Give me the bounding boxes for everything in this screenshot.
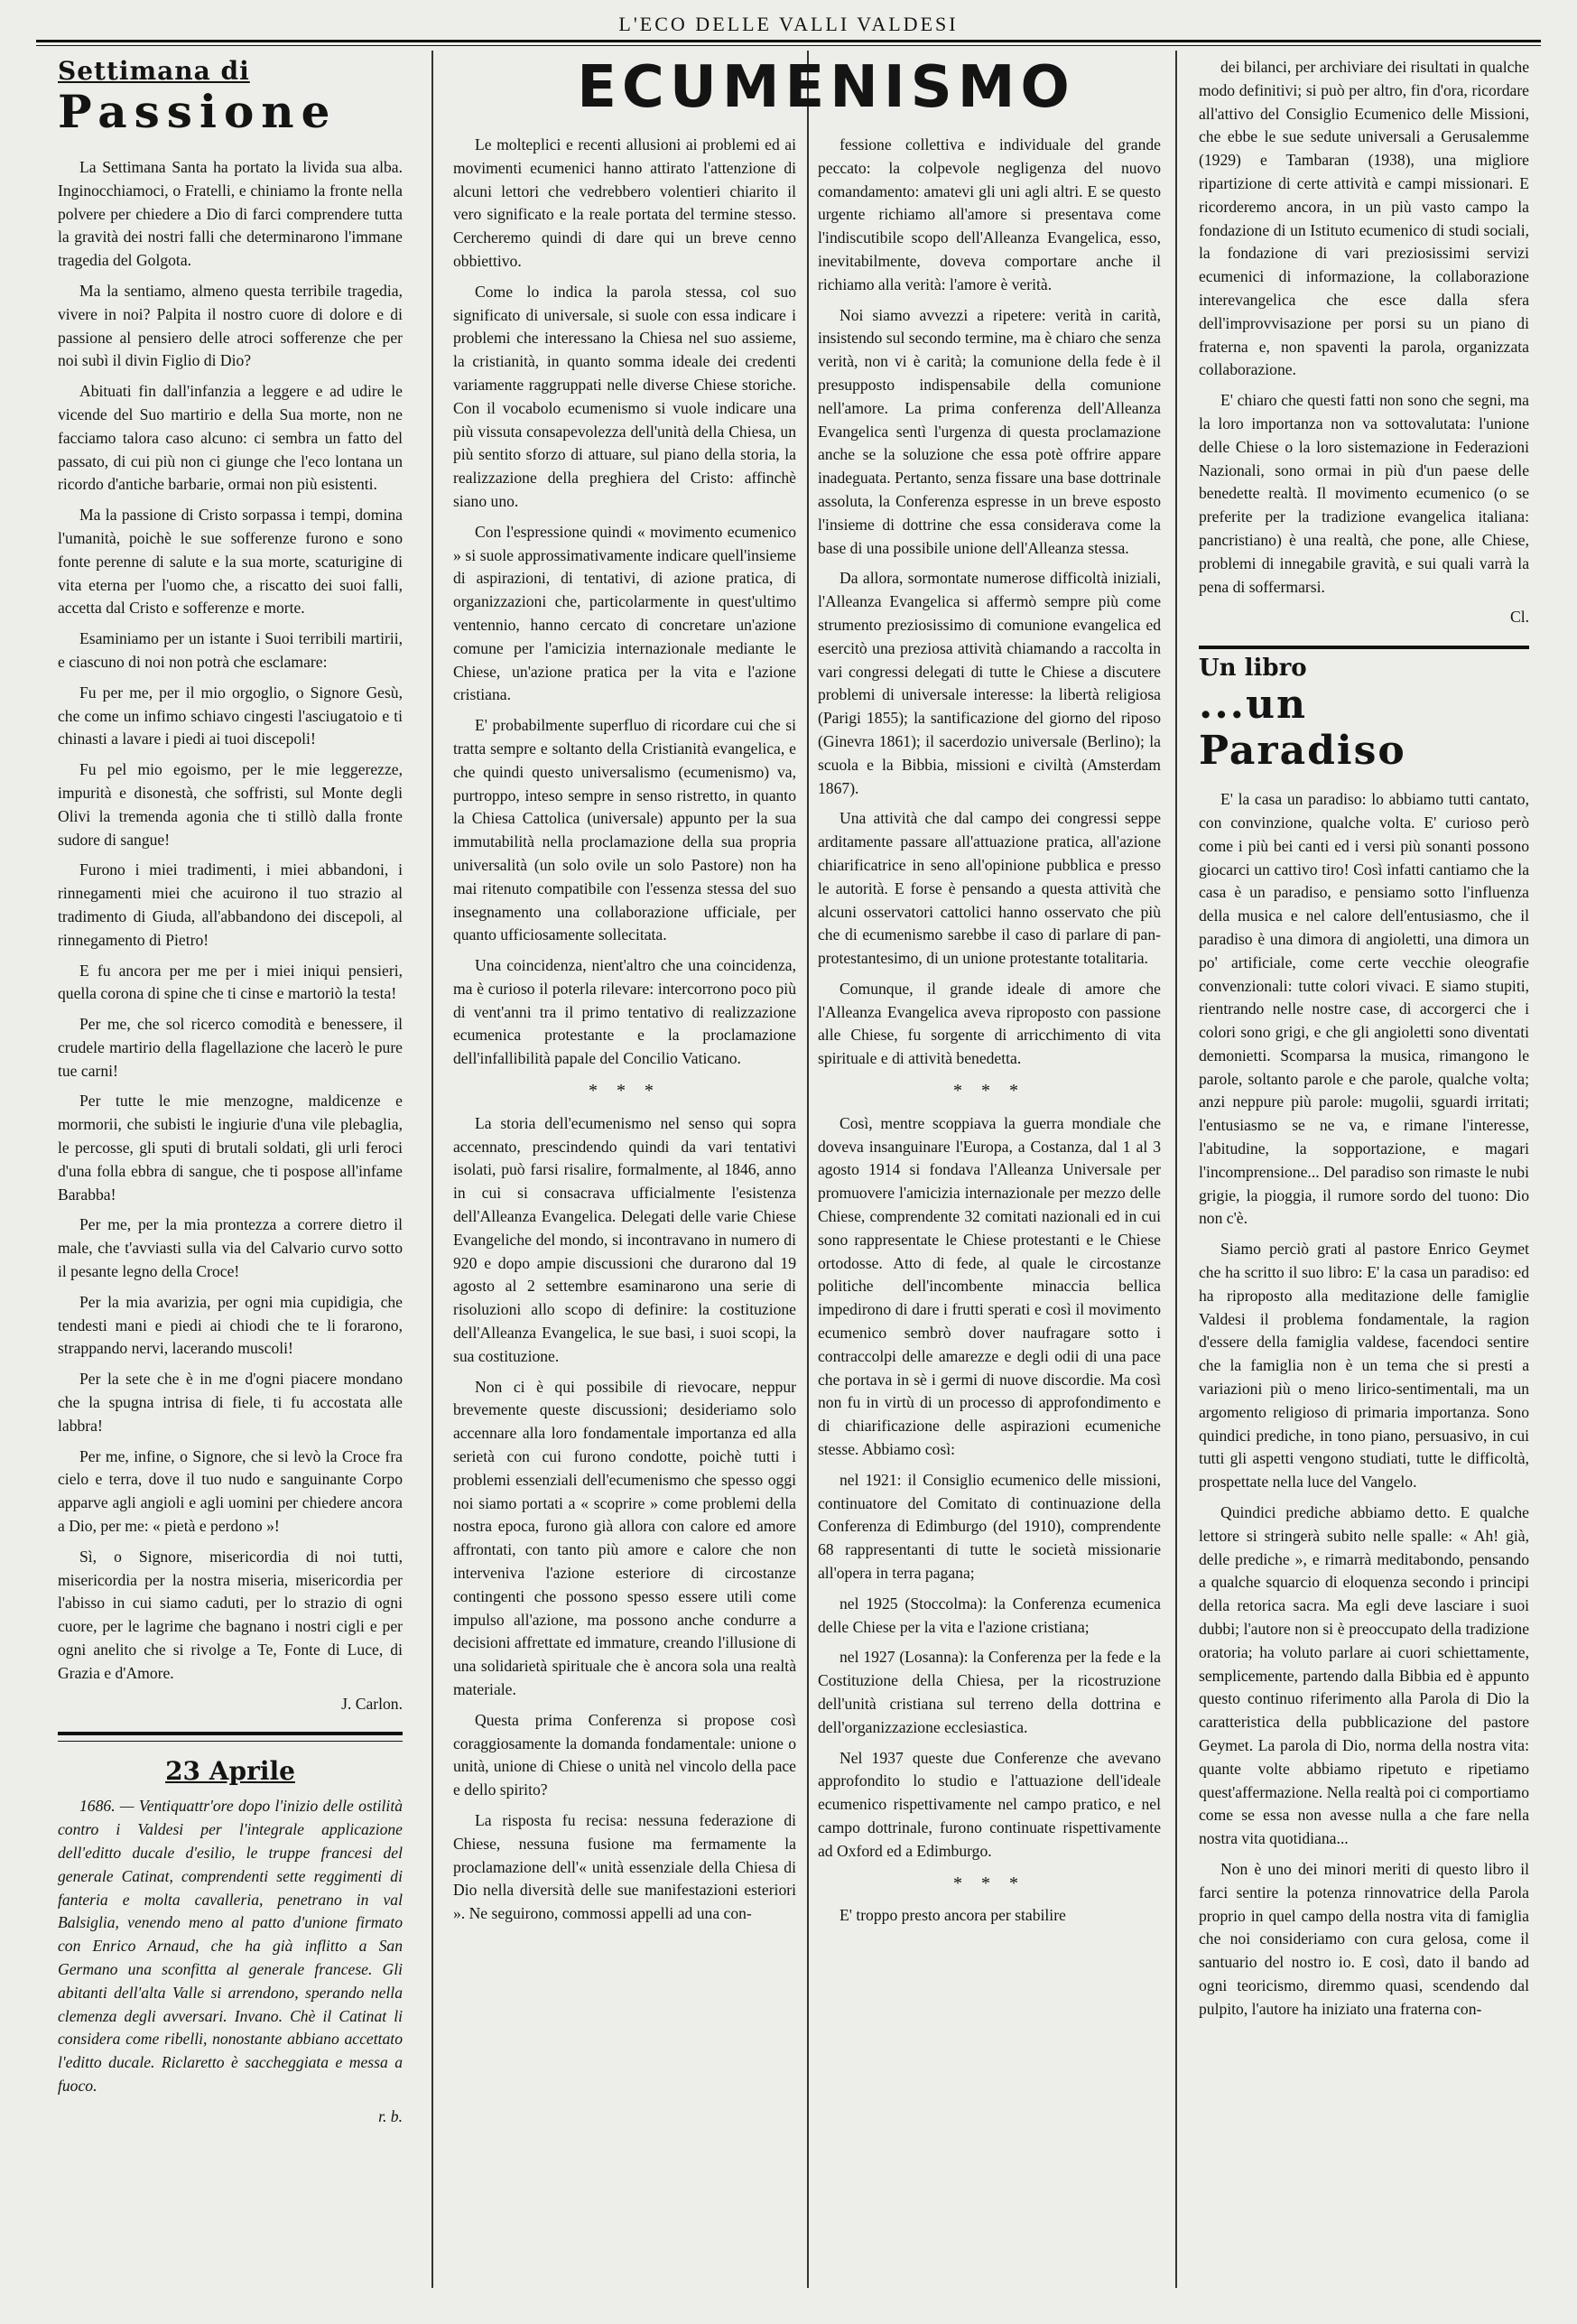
ecumenismo-body-part-2 — [818, 134, 1161, 1928]
ecumenismo-paragraph: Le molteplici e recenti allusioni ai problemi ed ai movimenti ecumenici hanno attirato l'attenzione di alcuni lettori che vedrebbero volentieri chiarito il vero significato e la reale portata del termine stesso. Cercheremo quindi di dare qui un breve cenno obbiettivo. — [453, 135, 796, 270]
ecumenismo-paragraph: fessione collettiva e individuale del grande peccato: la colpevole negligenza del nuovo comandamento: amatevi gli uni agli altri. E se questo urgente richiamo all'amore si presentava come l'indiscutibile scopo dell'Alleanza Evangelica, esso, inevitabilmente, doveva comportare anche il richiamo alla verità: l'amore è verità. — [818, 135, 1161, 293]
ecumenismo-paragraph: Questa prima Conferenza si propose così coraggiosamente la domanda fondamentale: unione o unità, unione di Chiese o unità nel vincolo della pace e dello spirito? — [453, 1710, 796, 1799]
passione-paragraph: Furono i miei tradimenti, i miei abbandoni, i rinnegamenti miei che acuirono il tuo strazio al tradimento di Giuda, all'abbandono dei discepoli, al rinnegamento di Pietro! — [58, 860, 403, 949]
passione-paragraph: Ma la sentiamo, almeno questa terribile tragedia, vivere in noi? Palpita il nostro cuore di dolore e di passione al pensiero delle atroci sofferenze che per noi subì il divin Figlio di Dio? — [58, 281, 403, 370]
section-separator: * * * — [589, 1081, 661, 1102]
passione-paragraph: Per la sete che è in me d'ogni piacere mondano che la spugna intrisa di fiele, ti fu accostata alle labbra! — [58, 1370, 403, 1435]
paradiso-paragraph: E' la casa un paradiso: lo abbiamo tutti cantato, con convinzione, qualche volta. E' curioso però come i più bei canti ed i versi più sonanti possono giocarci un cattivo tiro! Così infatti cantiamo che la casa è un paradiso, e pensiamo sotto l'influenza della musica e nel calore dell'entusiasmo, che il paradiso è una dimora di angioletti, una dimora un po' artificiale, come certe vecchie oleografie convenzionali: tutte colori vivaci. E siamo stupiti, rientrando nelle nostre case, di accorgerci che i colori sono grigi, e che gli angioletti sono diventati demonietti. Scomparsa la musica, rimangono le parole, soltanto parole e che parole, qualche volta; anzi neppure più parole: mugolii, sguardi irritati; l'entusiasmo se ne va, e rimane l'interesse, l'abitudine, la sopportazione, e magari l'incomprensione... Del paradiso son rimaste le nubi grigie, la pioggia, il rumore sordo del tuono: Dio non c'è. — [1199, 790, 1529, 1228]
ecumenismo-paragraph: Non ci è qui possibile di rievocare, neppur brevemente queste discussioni; desideriamo solo accennare alla loro fondamentale importanza ed alla serietà con cui furono condotte, poichè tutti i problemi essenziali dell'ecumenismo che spesso oggi noi siamo portati a « scoprire » come problemi della nostra epoca, furono già allora con calore ed amore affrontati, con tanto più amore e calore che non interveniva l'azione esteriore di circostanze contingenti che possono spesso essere utili come impulso all'azione, ma possono anche condurre a decisioni affrettate ed immature, creando l'illusione di una solidarietà spirituale che è ancora sola una realtà materiale. — [453, 1377, 796, 1698]
ecumenismo-paragraph: Noi siamo avvezzi a ripetere: verità in carità, insistendo sul secondo termine, ma è chiaro che senza verità, non vi è carità; la comunione della fede è il presupposto indispensabile della comunione nell'amore. La prima conferenza dell'Alleanza Evangelica sentì l'urgenza di questa proclamazione anche se la soluzione che essa potè offrire appare inadeguata. Pertanto, senza fissare una base dottrinale assoluta, la Conferenza espresse in un breve esposto l'insieme di dottrine che essa considerava come la base di una possibile unione dell'Alleanza stessa. — [818, 305, 1161, 557]
ecumenismo-body-part-3 — [1199, 56, 1529, 599]
passione-title: Passione — [58, 85, 338, 138]
passione-paragraph: Per me, infine, o Signore, che si levò la Croce fra cielo e terra, dove il tuo nudo e sanguinante Corpo apparve agli angioli e agli uomini per chiedere ancora a Dio, per me: « pietà e perdono »! — [58, 1446, 403, 1536]
ecumenismo-paragraph: La storia dell'ecumenismo nel senso qui sopra accennato, prescindendo quindi da vari tentativi isolati, può farsi risalire, formalmente, al 1846, anno in cui si consacrava ufficialmente l'esistenza dell'Alleanza Evangelica. Delegati delle varie Chiese Evangeliche del mondo, si incontravano in numero di 920 e dopo ampie discussioni che durarono dal 19 agosto al 2 settembre esaminarono una serie di risoluzioni allo scopo di definire: la costituzione dell'Alleanza Evangelica, le sue basi, i suoi scopi, la sua costituzione. — [453, 1113, 796, 1365]
ecumenismo-body-part-1 — [453, 134, 796, 1926]
ecumenismo-paragraph: E' chiaro che questi fatti non sono che segni, ma la loro importanza non va sottovalutata: l'unione delle Chiese o la loro sistemazione in Federazioni Nazionali, sono ormai in più d'un paese delle benedette realtà. Il movimento ecumenico (o se preferite per la tradizione evangelica italiana: pancristiano) è una realtà, che pone, alle Chiese, problemi di innegabile gravità, e sui quali varrà la pena di soffermarsi. — [1199, 391, 1529, 596]
passione-paragraph: Per me, che sol ricerco comodità e benessere, il crudele martirio della flagellazione che lacerò le pure tue carni! — [58, 1015, 403, 1080]
section-separator: * * * — [953, 1081, 1025, 1102]
passione-paragraph: Fu per me, per il mio orgoglio, o Signore Gesù, che come un infimo schiavo cingesti l'asciugatoio e ti chinasti a lavare i piedi ai tuoi discepoli! — [58, 683, 403, 748]
passione-paragraph: Fu pel mio egoismo, per le mie leggerezze, impurità e disonestà, che soffristi, sul Monte degli Olivi la tremenda agonia che ti stillò dalla fronte sudore di sangue! — [58, 760, 403, 849]
column-divider — [431, 51, 433, 2288]
ecumenismo-paragraph: Con l'espressione quindi « movimento ecumenico » si suole approssimativamente indicare quell'insieme di aspirazioni, di tentativi, di azione pratica, di organizzazioni che, particolarmente in quest'ultimo ventennio, hanno cercato di concretare un'azione comune per l'amicizia internazionale mediante le Chiese, un'azione pratica per la vita e l'azione cristiana. — [453, 522, 796, 704]
ecumenismo-paragraph: La risposta fu recisa: nessuna federazione di Chiese, nessuna fusione ma fermamente la proclamazione dell'« unità essenziale della Chiesa di Dio nella diversità delle sue manifestazioni esteriori ». Ne seguirono, commossi appelli ad una con- — [453, 1810, 796, 1923]
ecumenismo-paragraph: nel 1925 (Stoccolma): la Conferenza ecumenica delle Chiese per la vita e l'azione cristiana; — [818, 1594, 1161, 1636]
column-divider — [807, 51, 809, 2288]
paradiso-paragraph: Quindici prediche abbiamo detto. E qualche lettore si stringerà subito nelle spalle: « Ah! già, delle prediche », e rimarrà meditabondo, pensando a qualche squarcio di eloquenza secondo i principi della retorica sacra. Ma egli deve lasciare i suoi dubbi; l'autore non si è preoccupato della tradizione oratoria; ha voluto parlare ai cuori schiettamente, semplicemente, partendo dalla Bibbia ed è appunto questo continuo riferimento alla Parola di Dio la caratteristica della pubblicazione del pastore Geymet. La parola di Dio, norma della nostra vita: quante volte abbiamo ripetuto e ripetiamo quest'affermazione. Nella realtà poi ci comportiamo come se essa non avesse nulla a che fare nella nostra vita quotidiana... — [1199, 1503, 1529, 1848]
running-head-rule — [36, 45, 1541, 46]
section-separator: * * * — [953, 1873, 1025, 1893]
ecumenismo-paragraph: nel 1927 (Losanna): la Conferenza per la fede e la Costituzione della Chiesa, per la ricostruzione dell'unità cristiana sul terreno della dottrina e dell'organizzazione ecclesiastica. — [818, 1648, 1161, 1736]
aprile-text: 1686. — Ventiquattr'ore dopo l'inizio delle ostilità contro i Valdesi per l'integrale applicazione dell'editto ducale d'esilio, le truppe francesi del generale Catinat, comprendenti sette reggimenti di fanteria e molta cavalleria, penetrano in val Balsiglia, venendo meno al patto d'unione firmato con Enrico Arnaud, che ha già inflitto a San Germano una sconfitta al generale francese. Gli abitanti dell'alta Valle si arrendono, sperando nella clemenza degli avversari. Invano. Chè il Catinat li considera come ribelli, nonostante abbiano accettato l'editto ducale. Riclaretto è saccheggiata e messa a fuoco. — [58, 1797, 403, 2095]
passione-paragraph: E fu ancora per me per i miei iniqui pensieri, quella corona di spine che ti cinse e martoriò la testa! — [58, 961, 403, 1003]
passione-body — [58, 156, 403, 1686]
aprile-title: 23 Aprile — [165, 1756, 295, 1787]
paradiso-paragraph: Non è uno dei minori meriti di questo libro il farci sentire la potenza rinnovatrice della Parola proprio in quel campo della nostra vita di famiglia che noi consideriamo con cura gelosa, come il santuario del nostro io. E così, dato il bando ad ogni teoricismo, diremmo quasi, scendendo dal pulpito, l'autore ha iniziato una fraterna con- — [1199, 1859, 1529, 2018]
passione-paragraph: Per me, per la mia prontezza a correre dietro il male, che t'avviasti sulla via del Calvario curvo sotto il pesante legno della Croce! — [58, 1215, 403, 1281]
ecumenismo-paragraph: E' probabilmente superfluo di ricordare cui che si tratta sempre e soltanto della Cristianità evangelica, e che quindi questo universalismo (ecumenismo) va, purtroppo, inteso sempre in senso ristretto, in quanto la Chiesa Cattolica (universale) appunto per la sua immutabilità nella proclamazione della sua propria universalità (un solo ovile un solo Pastore) non ha mai ritenuto compatibile con l'essenza stessa del suo insegnamento una collaborazione ufficiale, per quanto ufficiosamente sollecitata. — [453, 716, 796, 944]
paradiso-paragraph: Siamo perciò grati al pastore Enrico Geymet che ha scritto il suo libro: E' la casa un paradiso: ed ha riproposto alla meditazione delle famiglie Valdesi il problema fondamentale, la ragion d'essere della famiglia valdese, facendoci sentire che la famiglia non è un tema che si presti a variazioni più o meno lirico-sentimentali, ma un argomento religioso di primaria importanza. Sono quindici prediche, in tono piano, persuasivo, in cui tutti gli aspetti vengono studiati, tutte le difficoltà, prospettate nella luce del Vangelo. — [1199, 1240, 1529, 1492]
column-ecumenismo-1 — [453, 134, 796, 2288]
passione-paragraph: Sì, o Signore, misericordia di noi tutti, misericordia per la nostra miseria, misericordia per l'abisso in cui siamo caduti, per lo strazio di ogni cuore, per le lagrime che bagnano i nostri cigli e per ogni anelito che si rivolge a Te, Fonte di Luce, di Grazia e d'Amore. — [58, 1547, 403, 1682]
passione-signature: J. Carlon. — [341, 1694, 403, 1713]
ecumenismo-paragraph: Una attività che dal campo dei congressi seppe arditamente passare all'attuazione pratica, all'azione chiarificatrice in seno all'opinione pubblica e presso le autorità. E forse è pensando a questa attività che alcuni osservatori cattolici hanno osservato che più che di ecumenismo sarebbe il caso di parlare di pan-protestantesimo, di un unione protestante totalitaria. — [818, 809, 1161, 968]
passione-paragraph: La Settimana Santa ha portato la livida sua alba. Inginocchiamoci, o Fratelli, e chiniamo la fronte nella polvere per chiedere a Dio di farci comprendere tutta la gravità dei nostri falli che determinarono l'immane tragedia del Golgota. — [58, 158, 403, 270]
section-rule — [1199, 646, 1529, 649]
aprile-signature: r. b. — [378, 2106, 403, 2125]
aprile-body — [58, 1795, 403, 2128]
ecumenismo-title: ECUMENISMO — [577, 54, 1075, 121]
ecumenismo-paragraph: Comunque, il grande ideale di amore che l'Alleanza Evangelica aveva riproposto con passione alle Chiese, fu sorgente di arricchimento di vita spirituale e di attività benedetta. — [818, 979, 1161, 1068]
passione-paragraph: Per tutte le mie menzogne, maldicenze e mormorii, che subisti le ingiurie d'una vile plebaglia, le percosse, gli sputi di brutali soldati, gli urli feroci d'una folla ebbra di sangue, che ti pospose all'infame Barabba! — [58, 1092, 403, 1204]
passione-paragraph: Per la mia avarizia, per ogni mia cupidigia, che tendesti mani e piedi ai chiodi che te li forarono, strappando nervi, lacerando muscoli! — [58, 1292, 403, 1358]
paradiso-kicker: Un libro — [1199, 655, 1307, 683]
ecumenismo-paragraph: Così, mentre scoppiava la guerra mondiale che doveva insanguinare l'Europa, a Costanza, dal 1 al 3 agosto 1914 si fondava l'Alleanza Universale per promuovere l'amicizia internazionale per mezzo delle Chiese, comprendente 32 comitati nazionali ed in cui sono rappresentate le Chiese protestanti e le Chiese ortodosse. Atto di fede, al quale le circostanze politiche dell'incombente minaccia bellica impedirono di dare i frutti sperati e così il movimento ecumenico sembrò dover naufragare sotto i contraccolpi delle amarezze e degli odii di una pace che portava in sè i germi di nuove discordie. Ma così non fu in virtù di un processo di approfondimento e di chiarificazione delle aspirazioni ecumeniche stesse. Abbiamo così: — [818, 1113, 1161, 1459]
section-rule — [58, 1732, 403, 1735]
column-ecumenismo-2 — [818, 134, 1161, 2288]
ecumenismo-paragraph: E' troppo presto ancora per stabilire — [840, 1906, 1066, 1925]
paradiso-body — [1199, 788, 1529, 2021]
running-head-text: L'ECO DELLE VALLI VALDESI — [618, 13, 959, 35]
column-divider — [1175, 51, 1177, 2288]
ecumenismo-signature: Cl. — [1509, 608, 1529, 627]
passione-paragraph: Abituati fin dall'infanzia a leggere e ad udire le vicende del Suo martirio e della Sua morte, non ne facciamo talora caso alcuno: ci sembra un fatto del passato, di cui più non ci giunge che l'eco lontana un ricordo d'antiche barbarie, ormai non più esistenti. — [58, 382, 403, 494]
ecumenismo-paragraph: Da allora, sormontate numerose difficoltà iniziali, l'Alleanza Evangelica si affermò sempre più come strumento preziosissimo di comunione evangelica ed esercitò una preziosa attività chiamando a raccolta in vari congressi delegati di tutte le Chiese a discutere problemi di universale interesse: la libertà religiosa (Parigi 1855); la santificazione del giorno del riposo (Ginevra 1861); il sacerdozio universale (Berlino); la scuola e la Bibbia, missioni e civiltà (Amsterdam 1867). — [818, 569, 1161, 797]
paradiso-title: ...un Paradiso — [1199, 682, 1406, 775]
section-rule-thin — [58, 1741, 403, 1742]
passione-kicker: Settimana di — [58, 56, 250, 86]
running-head — [36, 13, 1541, 42]
ecumenismo-paragraph: Una coincidenza, nient'altro che una coincidenza, ma è curioso il poterla rilevare: intercorrono poco più di vent'anni tra il primo tentativo di realizzazione ecumenica protestante e la proclamazione dell'infallibilità papale del Concilio Vaticano. — [453, 956, 796, 1068]
column-4 — [1199, 56, 1529, 2288]
column-passione — [58, 56, 403, 2288]
ecumenismo-paragraph: Come lo indica la parola stessa, col suo significato di universale, si suole con essa indicare i problemi che interessano la Chiesa nel suo assieme, la cristianità, in quanto somma ideale dei credenti variamente raggruppati nelle diverse Chiese storiche. Con il vocabolo ecumenismo si vuole indicare una più vissuta consapevolezza dell'unità della Chiesa, un più sentito sforzo di attuare, sul piano della storia, la realizzazione della preghiera del Cristo: affinchè siano uno. — [453, 282, 796, 510]
passione-paragraph: Ma la passione di Cristo sorpassa i tempi, domina l'umanità, poichè le sue sofferenze furono e sono fonte perenne di salute e la sua morte, scaturigine di vita eterna per l'uomo che, a riscatto dei suoi falli, accetta dal Cristo e sofferenze e morte. — [58, 506, 403, 618]
ecumenismo-paragraph: dei bilanci, per archiviare dei risultati in qualche modo definitivi; si può per altro, fin d'ora, ricordare all'attivo del Consiglio Ecumenico delle Missioni, che ebbe le sue sedute universali a Gerusalemme (1929) e Tambaran (1938), una migliore ripartizione di certe attività e campi missionari. E ricorderemo ancora, in un più vasto campo la fondazione di un Istituto ecumenico di studi sociali, la fondazione di vari preziosissimi servizi ecumenici di informazione, la collaborazione interevangelica che esce dalla sfera dell'improvvisazione per porsi su un piano di fraterna e, non spaventi la parola, organizzata collaborazione. — [1199, 58, 1529, 379]
ecumenismo-paragraph: nel 1921: il Consiglio ecumenico delle missioni, continuatore del Comitato di continuazione della Conferenza di Edimburgo (del 1910), comprendente 68 rappresentanti di tutte le società missionarie all'opera in terra pagana; — [818, 1470, 1161, 1583]
passione-paragraph: Esaminiamo per un istante i Suoi terribili martirii, e ciascuno di noi non potrà che esclamare: — [58, 629, 403, 671]
ecumenismo-paragraph: Nel 1937 queste due Conferenze che avevano approfondito lo studio e l'attuazione dell'ideale ecumenico rispettivamente nel campo pratico, e nel campo dottrinale, furono continuate rispettivamente ad Oxford ed a Edimburgo. — [818, 1748, 1161, 1860]
